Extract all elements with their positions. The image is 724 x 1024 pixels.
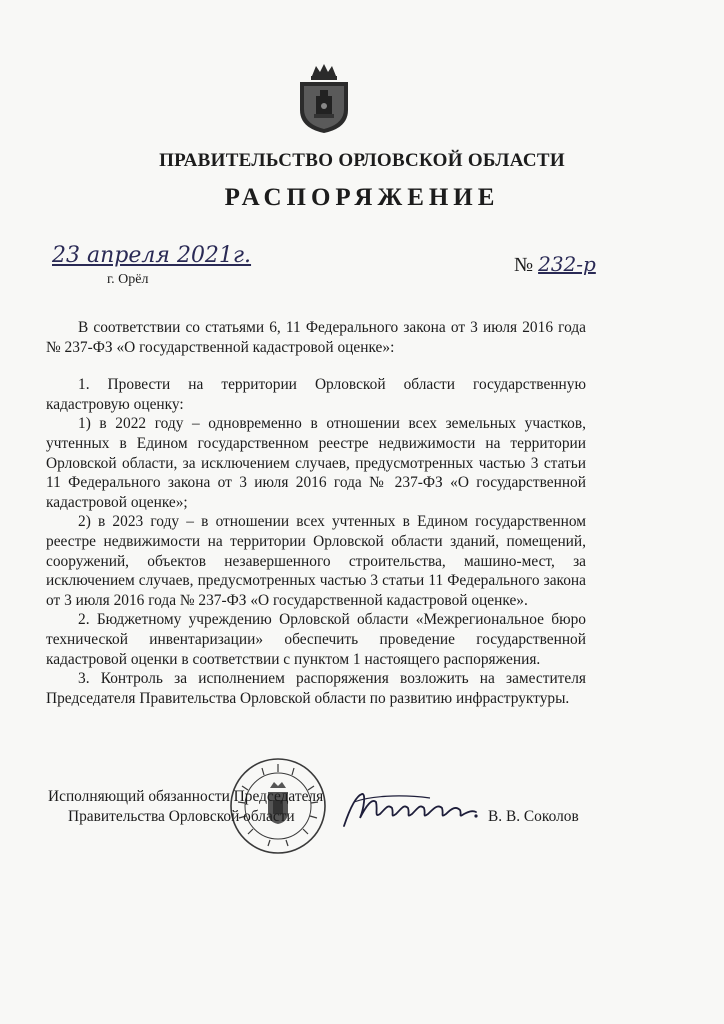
paragraph-2: 2. Бюджетному учреждению Орловской области «Межрегиональное бюро технической инвентаризации» обеспечить проведение государственной кадастровой оценки в соответствии с пунктом 1 настоящего распоряжения. (46, 611, 586, 668)
government-title: ПРАВИТЕЛЬСТВО ОРЛОВСКОЙ ОБЛАСТИ (159, 150, 565, 171)
signatory-position-line2: Правительства Орловской области (68, 808, 295, 825)
document-number (514, 252, 596, 277)
document-body (46, 318, 586, 708)
paragraph-1-item-2: 2) в 2023 году – в отношении всех учтенных в Едином государственном реестре недвижимости на территории Орловской области зданий, помещений, сооружений, объектов незавершенного строительства, машино-мест, за исключением случаев, предусмотренных частью 3 статьи 11 Федерального закона от 3 июля 2016 года № 237-ФЗ «О государственной кадастровой оценке». (46, 513, 586, 609)
handwritten-signature-icon (340, 788, 480, 832)
signatory-name: В. В. Соколов (488, 808, 579, 825)
paragraph-3: 3. Контроль за исполнением распоряжения возложить на заместителя Председателя Правительства Орловской области по развитию инфраструктуры. (46, 670, 586, 707)
signatory-position-line1: Исполняющий обязанности Председателя (48, 788, 324, 805)
number-value: 232-р (538, 252, 596, 276)
paragraph-1: 1. Провести на территории Орловской области государственную кадастровую оценку: (46, 376, 586, 413)
preamble-paragraph: В соответствии со статьями 6, 11 Федерального закона от 3 июля 2016 года № 237-ФЗ «О государственной кадастровой оценке»: (46, 319, 586, 356)
document-city: г. Орёл (107, 272, 149, 287)
coat-of-arms-icon (296, 62, 352, 134)
document-date: 23 апреля 2021г. (52, 243, 252, 268)
document-type-title: РАСПОРЯЖЕНИЕ (224, 184, 500, 211)
official-stamp-icon (228, 756, 328, 856)
paragraph-1-item-1: 1) в 2022 году – одновременно в отношении всех земельных участков, учтенных в Едином государственном реестре недвижимости на территории Орловской области, за исключением случаев, предусмотренных частью 3 статьи 11 Федерального закона от 3 июля 2016 года № 237-ФЗ «О государственной кадастровой оценке»; (46, 415, 586, 511)
number-prefix: № (514, 254, 534, 276)
